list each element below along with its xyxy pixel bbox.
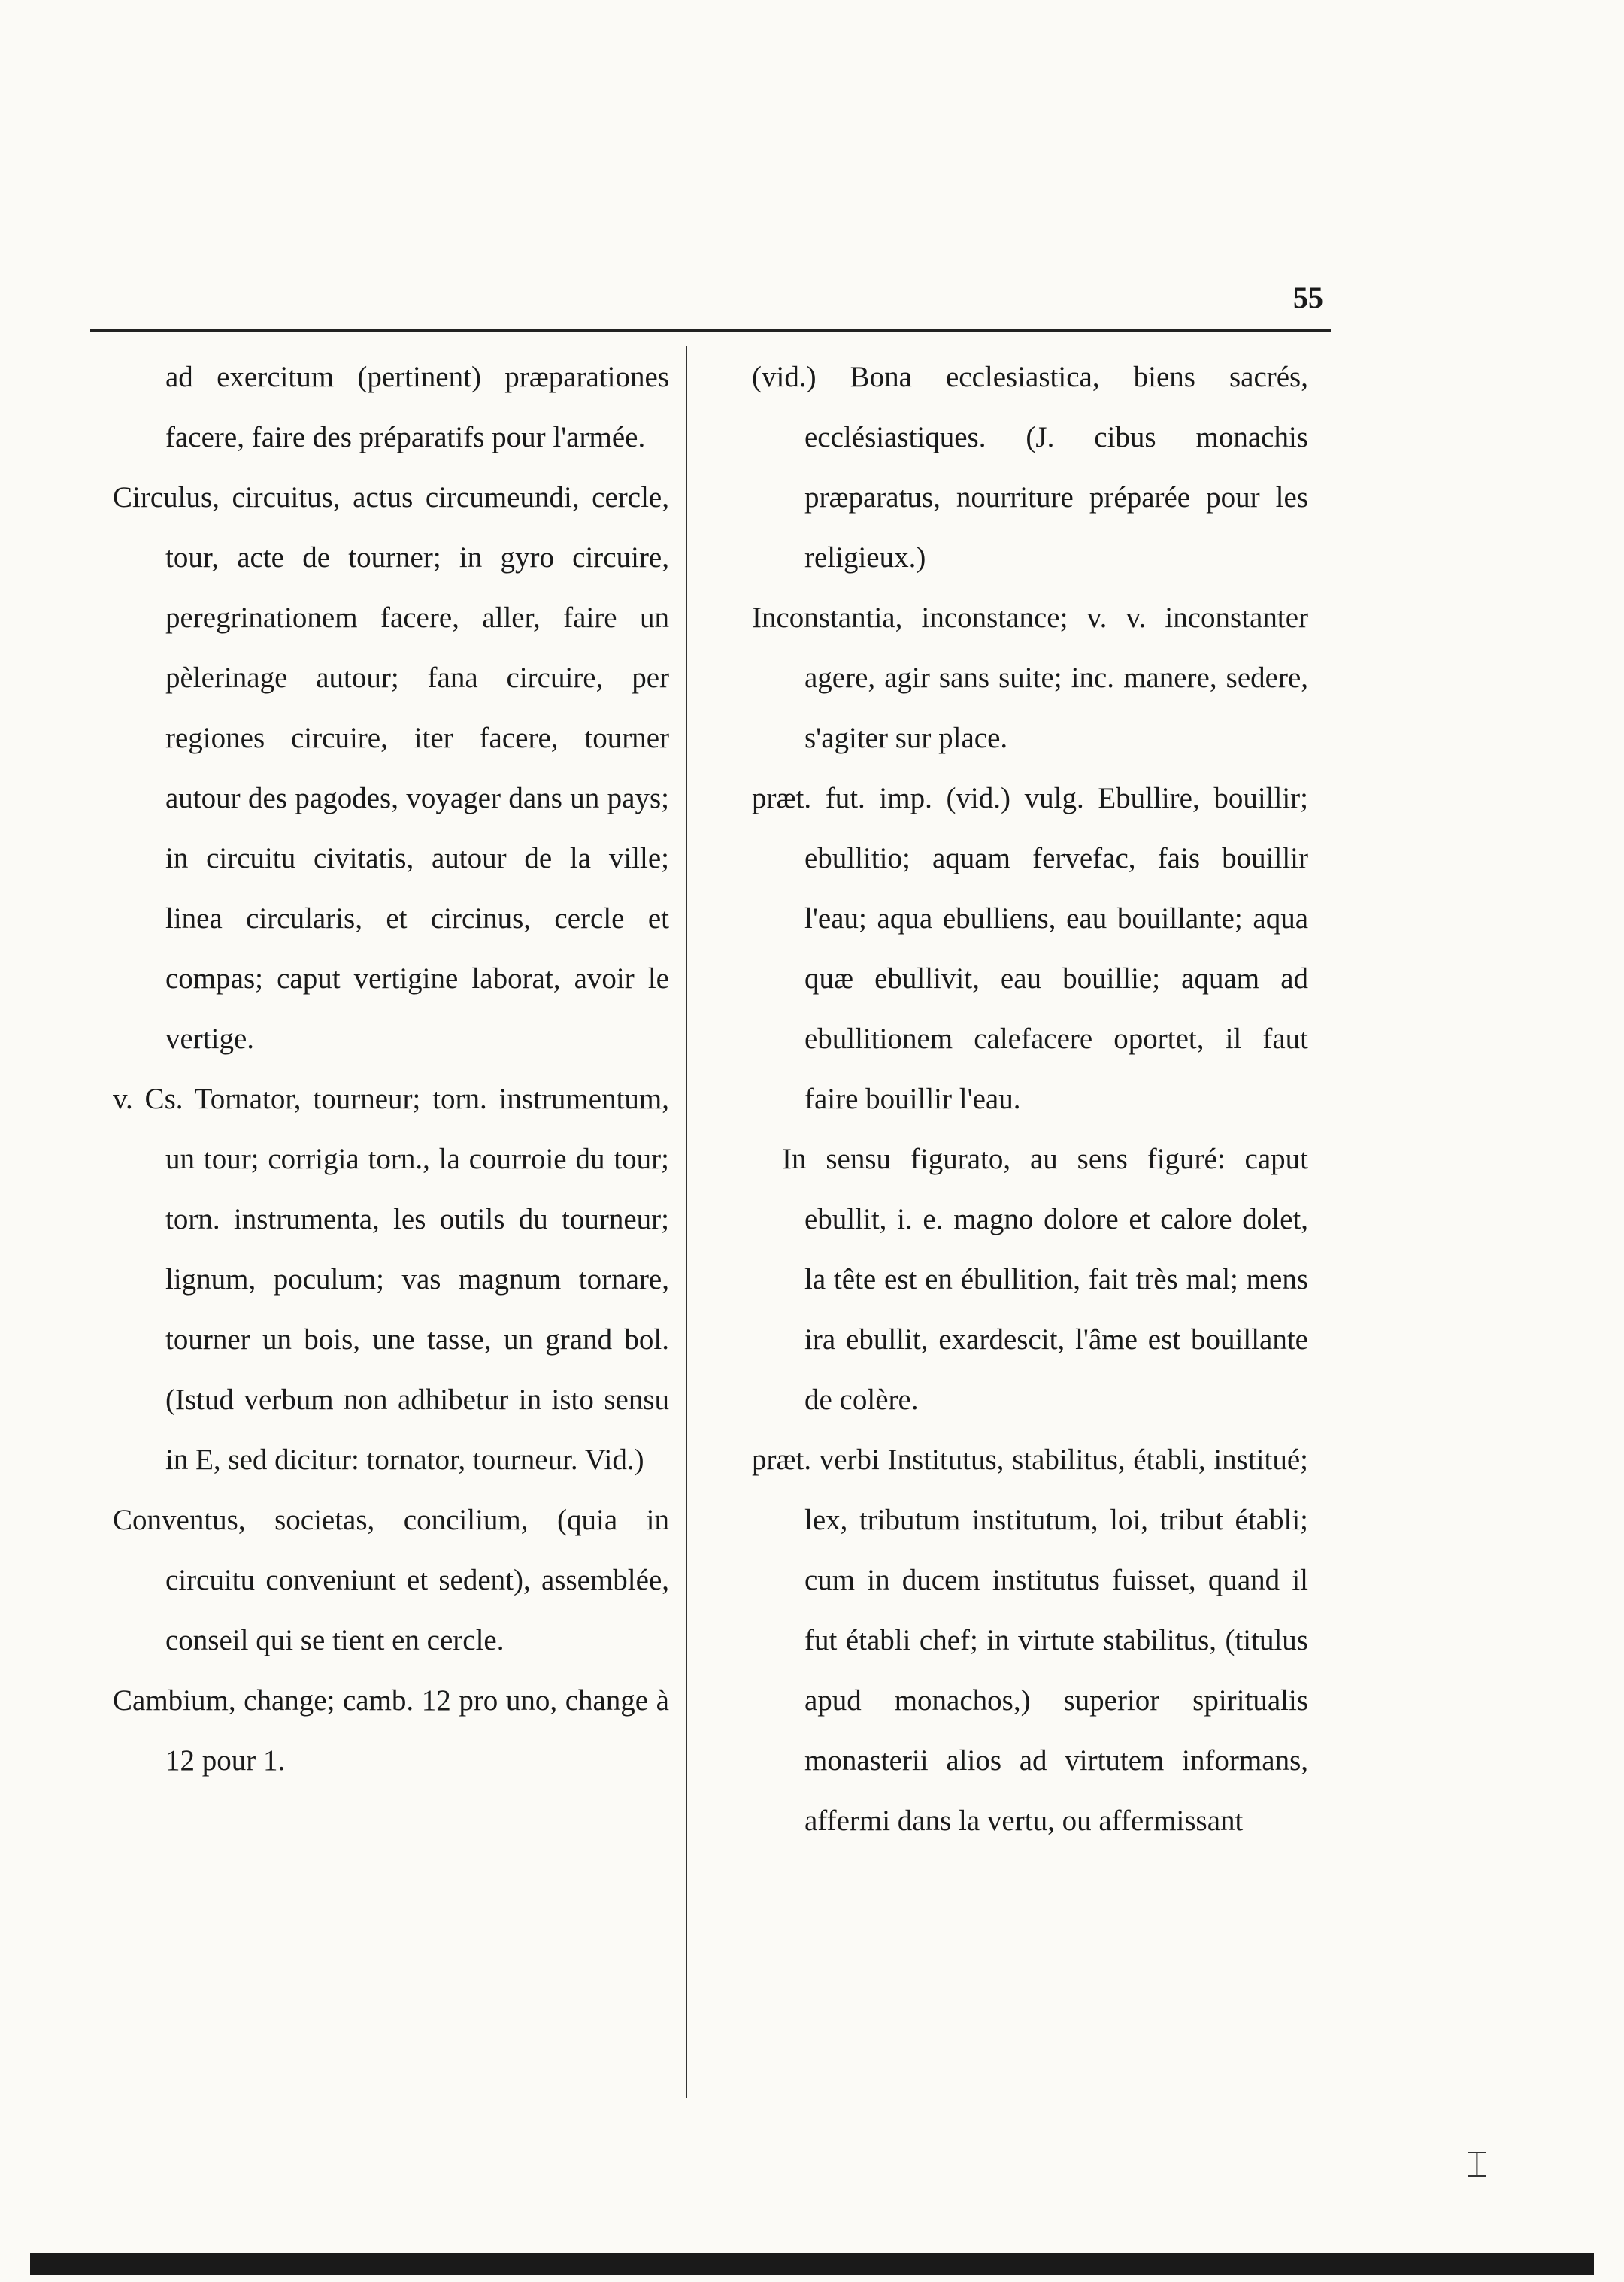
- left-column: [113, 347, 669, 1791]
- right-entry: præt. verbi Institutus, stabilitus, établi, institué; lex, tributum institutum, loi, tribut établi; cum in ducem institutus fuisset, quand il fut établi chef; in virtute stabilitus, (titulus apud monachos,) superior spiritualis monasterii alios ad virtutem informans, affermi dans la vertu, ou affermissant: [752, 1444, 1308, 1837]
- left-entry: Circulus, circuitus, actus circumeundi, cercle, tour, acte de tourner; in gyro circuire, peregrinationem facere, aller, faire un pèlerinage autour; fana circuire, per regiones circuire, iter facere, tourner autour des pagodes, voyager dans un pays; in circuitu civitatis, autour de la ville; linea circularis, et circinus, cercle et compas; caput vertigine laborat, avoir le vertige.: [113, 481, 669, 1055]
- header-rule: [90, 329, 1331, 332]
- right-column: [752, 347, 1308, 1851]
- right-entry: præt. fut. imp. (vid.) vulg. Ebullire, bouillir; ebullitio; aquam fervefac, fais bouillir l'eau; aqua ebulliens, eau bouillante; aqua quæ ebullivit, eau bouillie; aquam ad ebullitionem calefacere oportet, il faut faire bouillir l'eau.: [752, 782, 1308, 1115]
- scan-edge: [30, 2253, 1594, 2275]
- left-entry: Conventus, societas, concilium, (quia in circuitu conveniunt et sedent), assemblée, conseil qui se tient en cercle.: [113, 1504, 669, 1656]
- printer-mark: ⌶: [1466, 2145, 1488, 2185]
- right-entry: (vid.) Bona ecclesiastica, biens sacrés, ecclésiastiques. (J. cibus monachis præparatus, nourriture préparée pour les religieux.): [752, 361, 1308, 574]
- column-divider: [686, 346, 687, 2098]
- page-number: 55: [1293, 280, 1323, 314]
- left-entry: v. Cs. Tornator, tourneur; torn. instrumentum, un tour; corrigia torn., la courroie du tour; torn. instrumenta, les outils du tourneur; lignum, poculum; vas magnum tornare, tourner un bois, une tasse, un grand bol. (Istud verbum non adhibetur in isto sensu in E, sed dicitur: tornator, tourneur. Vid.): [113, 1083, 669, 1476]
- right-sub: In sensu figurato, au sens figuré: caput ebullit, i. e. magno dolore et calore dolet, la tête est en ébullition, fait très mal; mens ira ebullit, exardescit, l'âme est bouillante de colère.: [782, 1143, 1308, 1416]
- right-entry: Inconstantia, inconstance; v. v. inconstanter agere, agir sans suite; inc. manere, sedere, s'agiter sur place.: [752, 602, 1308, 754]
- left-entry: Cambium, change; camb. 12 pro uno, change à 12 pour 1.: [113, 1684, 669, 1777]
- left-cont: ad exercitum (pertinent) præparationes facere, faire des préparatifs pour l'armée.: [165, 361, 669, 453]
